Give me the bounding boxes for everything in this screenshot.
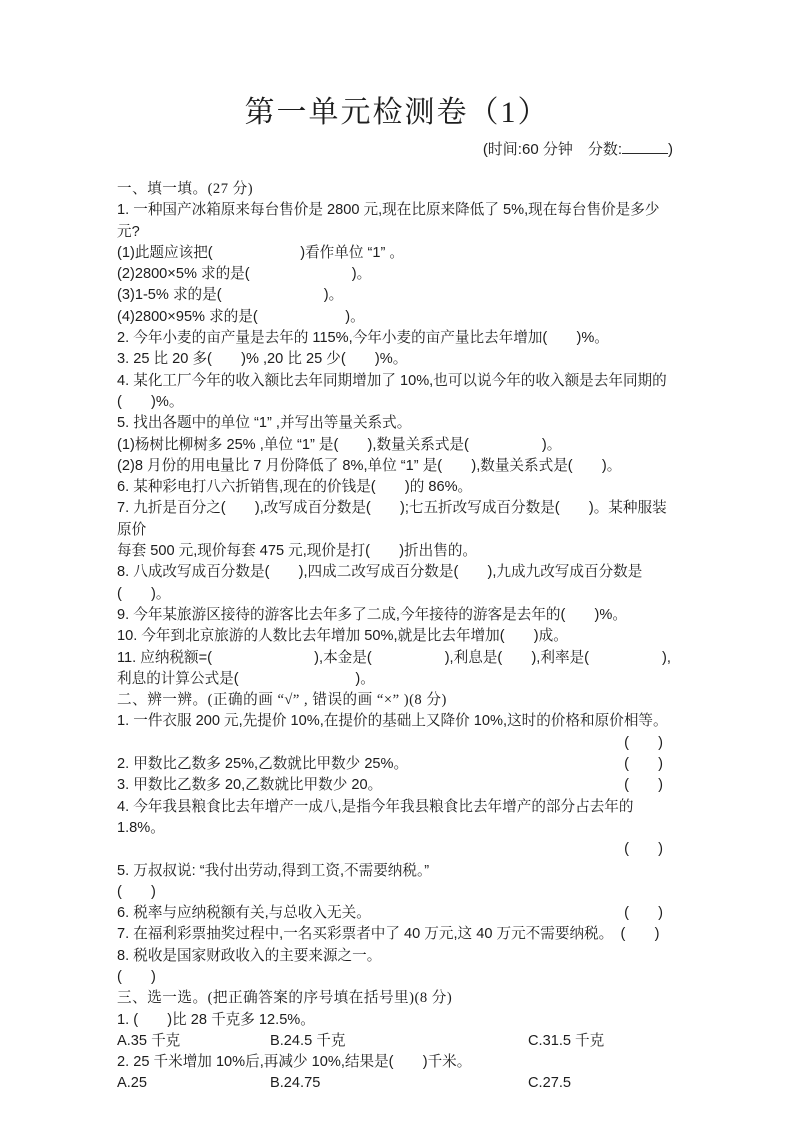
question-line [117, 775, 677, 796]
question-text: 3. 甲数比乙数多 20,乙数就比甲数少 20。 [117, 777, 383, 794]
question-line: (3)1-5% 求的是( )。 [117, 287, 344, 304]
question-line: 2. 25 千米增加 10%后,再减少 10%,结果是( )千米。 [117, 1054, 472, 1071]
question-line: 4. 今年我县粮食比去年增产一成八,是指今年我县粮食比去年增产的部分占去年的 1.8%。 [117, 798, 638, 836]
option-c: C.31.5 千克 [528, 1032, 605, 1049]
question-line: 11. 应纳税额=( ),本金是( ),利息是( ),利率是( ), [117, 649, 671, 666]
question-line: 4. 某化工厂今年的收入额比去年同期增加了 10%,也可以说今年的收入额是去年同期的 [117, 372, 667, 389]
question-line [117, 903, 677, 924]
question-line: (4)2800×95% 求的是( )。 [117, 308, 365, 325]
question-text: 2. 甲数比乙数多 25%,乙数就比甲数少 25%。 [117, 756, 409, 773]
choice-options-row [117, 1031, 677, 1052]
option-a: A.35 千克 [117, 1032, 181, 1049]
answer-blank: ( ) [117, 968, 156, 985]
question-line: 8. 八成改写成百分数是( ),四成二改写成百分数是( ),九成九改写成百分数是( )。 [117, 564, 643, 602]
time-score-label: (时间:60 分钟 分数: [482, 141, 622, 158]
question-line [117, 754, 677, 775]
question-line: 10. 今年到北京旅游的人数比去年增加 50%,就是比去年增加( )成。 [117, 628, 568, 645]
question-line: (1)杨树比柳树多 25% ,单位 “1” 是( ),数量关系式是( )。 [117, 436, 562, 453]
question-line: 1. 一种国产冰箱原来每台售价是 2800 元,现在比原来降低了 5%,现在每台售价是多少元? [117, 202, 660, 240]
question-line: 5. 万叔叔说: “我付出劳动,得到工资,不需要纳税。” [117, 862, 430, 879]
page-title: 第一单元检测卷（1） [244, 96, 550, 129]
question-line: 每套 500 元,现价每套 475 元,现价是打( )折出售的。 [117, 543, 478, 560]
question-line: (2)2800×5% 求的是( )。 [117, 266, 372, 283]
question-line: ( )%。 [117, 393, 184, 410]
option-b: B.24.75 [270, 1075, 321, 1092]
option-c: C.27.5 [528, 1075, 571, 1092]
option-a: A.25 [117, 1075, 148, 1092]
answer-blank: ( ) [624, 756, 663, 773]
question-line: 利息的计算公式是( )。 [117, 670, 375, 687]
section-2-heading: 二、辨一辨。(正确的画 “√” , 错误的画 “×” )(8 分) [117, 692, 447, 709]
question-line: 9. 今年某旅游区接待的游客比去年多了二成,今年接待的游客是去年的( )%。 [117, 606, 627, 623]
page-content [117, 0, 677, 1095]
question-line: 8. 税收是国家财政收入的主要来源之一。 [117, 947, 382, 964]
answer-blank: ( ) [624, 777, 663, 794]
question-text: 6. 税率与应纳税额有关,与总收入无关。 [117, 905, 371, 922]
option-b: B.24.5 千克 [270, 1032, 346, 1049]
question-line: 1. ( )比 28 千克多 12.5%。 [117, 1011, 315, 1028]
answer-blank: ( ) [624, 841, 663, 858]
answer-blank: ( ) [624, 905, 663, 922]
section-1-heading: 一、填一填。(27 分) [117, 181, 254, 197]
score-blank [622, 140, 668, 154]
answer-blank: ( ) [117, 883, 156, 900]
choice-options-row [117, 1073, 677, 1094]
question-line: 2. 今年小麦的亩产量是去年的 115%,今年小麦的亩产量比去年增加( )%。 [117, 330, 609, 347]
time-score-close: ) [668, 141, 673, 158]
question-line: 7. 在福利彩票抽奖过程中,一名买彩票者中了 40 万元,这 40 万元不需要纳税。 ( ) [117, 926, 660, 943]
question-line: (2)8 月份的用电量比 7 月份降低了 8%,单位 “1” 是( ),数量关系式是( )。 [117, 457, 622, 474]
time-score-line [117, 138, 677, 162]
question-line: 5. 找出各题中的单位 “1” ,并写出等量关系式。 [117, 415, 412, 432]
question-line: (1)此题应该把( )看作单位 “1” 。 [117, 244, 405, 261]
answer-blank: ( ) [624, 734, 663, 751]
question-line: 3. 25 比 20 多( )% ,20 比 25 少( )%。 [117, 351, 408, 368]
paper-body [117, 179, 677, 1095]
question-line: 1. 一件衣服 200 元,先提价 10%,在提价的基础上又降价 10%,这时的价格和原价相等。 [117, 713, 668, 730]
question-line: 7. 九折是百分之( ),改写成百分数是( );七五折改写成百分数是( )。某种服装原价 [117, 500, 667, 538]
section-3-heading: 三、选一选。(把正确答案的序号填在括号里)(8 分) [117, 990, 453, 1007]
question-line: 6. 某种彩电打八六折销售,现在的价钱是( )的 86%。 [117, 479, 473, 496]
